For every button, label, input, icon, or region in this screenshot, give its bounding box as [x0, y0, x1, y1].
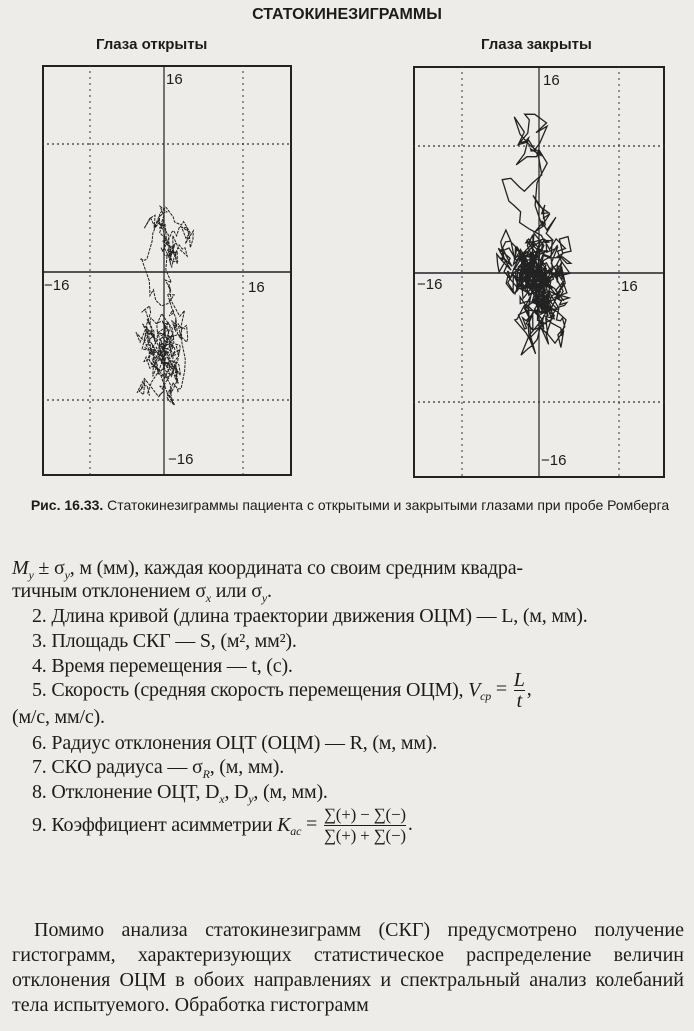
caption-text: Статокинезиграммы пациента с открытыми и закрытыми глазами при пробе Ромберга — [107, 497, 670, 513]
axis-label-left: −16 — [44, 277, 70, 294]
axis-label-left: −16 — [417, 276, 443, 293]
list-item-4: 4. Время перемещения — t, (с). — [32, 655, 293, 677]
list-item-2: 2. Длина кривой (длина траектории движения ОЦМ) — L, (м, мм). — [32, 605, 588, 627]
axis-label-bottom: −16 — [541, 452, 567, 469]
figure-title: СТАТОКИНЕЗИГРАММЫ — [252, 6, 442, 23]
plot-frame — [43, 66, 291, 475]
statokinesigram-eyes-open — [42, 65, 292, 476]
list-item-8: 8. Отклонение ОЦТ, $D_x$, $D_y$, (м, мм). — [32, 781, 328, 806]
list-item-7: 7. СКО радиуса — $\sigma_R$, (м, мм). — [32, 756, 284, 781]
figure-caption — [30, 496, 670, 515]
sway-trajectory — [497, 114, 571, 355]
sway-trajectory — [136, 206, 193, 405]
panel-title-eyes-open: Глаза открыты — [96, 36, 208, 53]
list-item-3: 3. Площадь СКГ — S, (м², мм²). — [32, 630, 297, 652]
body-line-1: $M_y \pm \sigma_y$, м (мм), каждая координата со своим средним квадра- — [12, 557, 523, 582]
statokinesigram-eyes-closed — [413, 66, 665, 478]
body-line-2: тичным отклонением $\sigma_x$ или $\sigma_y$. — [12, 580, 272, 605]
list-item-6: 6. Радиус отклонения ОЦТ (ОЦМ) — R, (м, мм). — [32, 732, 438, 754]
list-item-5: 5. Скорость (средняя скорость перемещения ОЦМ), $V_{ср}$ = $\frac{L}{t}$ , — [32, 669, 532, 712]
list-item-9: 9. Коэффициент асимметрии $K_{ас}$ = $\frac{\sum(+) - \sum(-)}{\sum(+) + \sum(-)}$ . — [32, 805, 413, 845]
list-item-5-cont: (м/с, мм/с). — [12, 706, 105, 728]
axis-label-top: 16 — [166, 71, 183, 88]
caption-number: Рис. 16.33. — [30, 497, 104, 513]
panel-title-eyes-closed: Глаза закрыты — [481, 36, 592, 53]
axis-label-bottom: −16 — [168, 451, 194, 468]
axis-label-right: 16 — [621, 278, 638, 295]
axis-label-right: 16 — [248, 279, 265, 296]
body-paragraph: Помимо анализа статокинезиграмм (СКГ) предусмотрено получение гистограмм, характеризующих статистическое распределение величин отклонения ОЦМ в обоих направлениях и спектральный анализ колебаний тела испытуемого. Обработка гистограмм — [12, 919, 684, 1016]
axis-label-top: 16 — [543, 72, 560, 89]
